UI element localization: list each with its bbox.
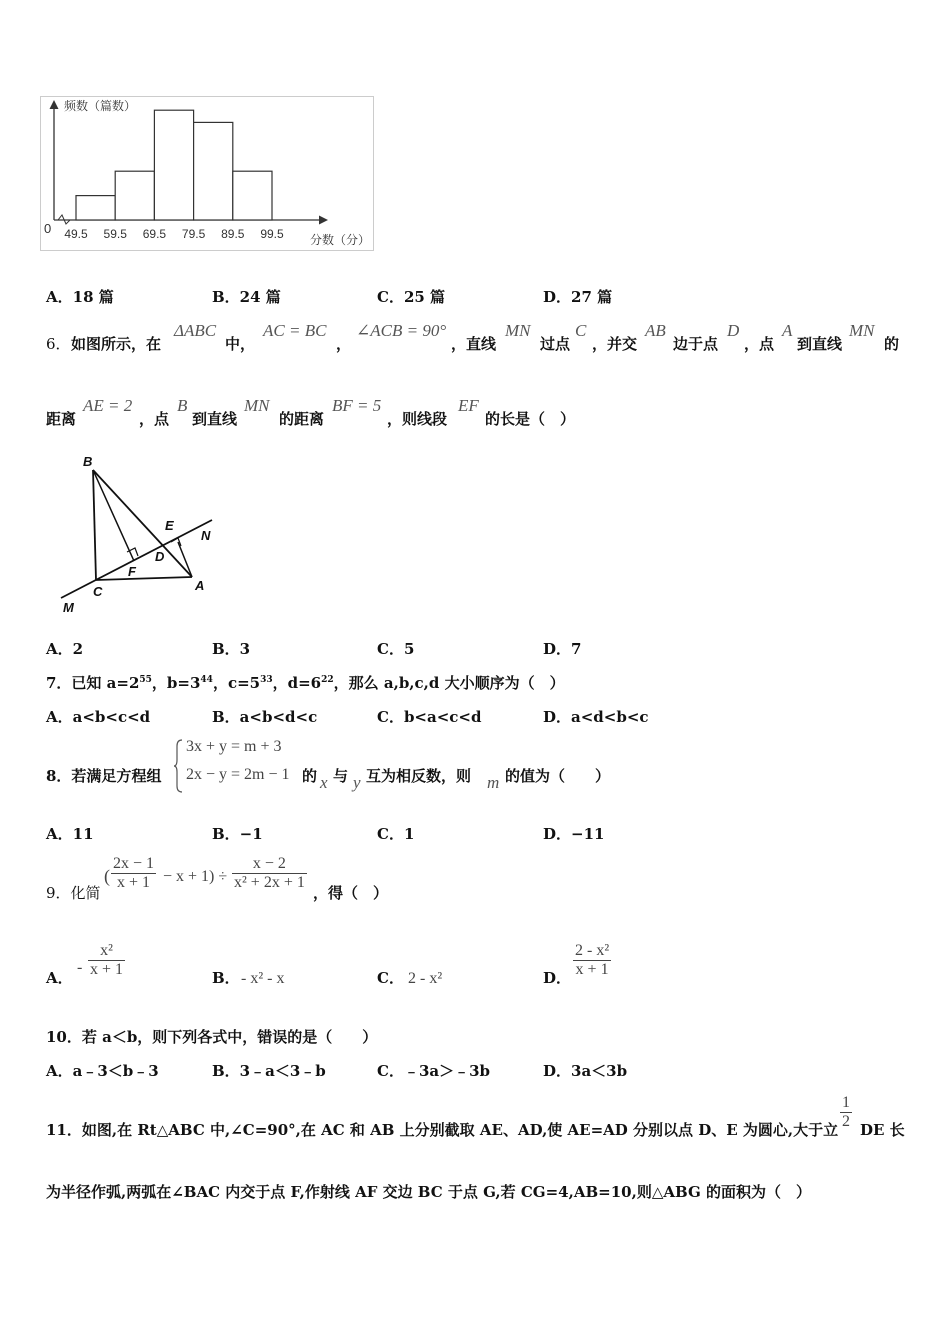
q8-option-c: C．1 bbox=[377, 825, 415, 843]
q6-math-triangle: ΔABC bbox=[174, 321, 217, 340]
q9-option-a-sign: - bbox=[77, 959, 83, 976]
q9-left-paren: ( bbox=[104, 866, 110, 886]
q6-option-a: A．2 bbox=[46, 640, 84, 658]
q10-option-a: A．a﹣3＜b﹣3 bbox=[46, 1062, 159, 1080]
bar-4 bbox=[194, 122, 233, 220]
q7-option-b: B．a<b<d<c bbox=[212, 708, 318, 726]
q6-math-ab: AB bbox=[645, 321, 666, 340]
q6-math-d: D bbox=[727, 321, 740, 340]
q8-math-m: m bbox=[487, 773, 500, 792]
q5-option-c: C．25 篇 bbox=[377, 288, 446, 306]
label-c: C bbox=[93, 584, 103, 599]
bar-5 bbox=[233, 171, 272, 220]
q6-option-b: B．3 bbox=[212, 640, 251, 658]
q6-line2-text-4: 的距离 bbox=[279, 410, 325, 428]
q8-option-d: D．−11 bbox=[543, 825, 605, 843]
q6-text-2: 中， bbox=[225, 335, 256, 353]
q6-math-mn: MN bbox=[505, 321, 531, 340]
q9-middle: − x + 1) ÷ bbox=[163, 868, 228, 885]
q8-stem-5: 的值为（ ） bbox=[505, 767, 611, 785]
q6-text-10: 的 bbox=[884, 335, 900, 353]
q7-option-c: C．b<a<c<d bbox=[377, 708, 482, 726]
q8-equation-1: 3x + y = m + 3 bbox=[186, 738, 282, 755]
q11-fraction-half: $\frac{1}{2}$ bbox=[842, 1094, 850, 1130]
q11-line-1-end: DE 长 bbox=[860, 1121, 905, 1139]
q6-line2-text-2: ，点 bbox=[139, 410, 170, 428]
q6-option-d: D．7 bbox=[543, 640, 582, 658]
bar-1 bbox=[76, 196, 115, 220]
q9-stem-end: ，得（ ） bbox=[313, 884, 389, 902]
q8-equation-2: 2x − y = 2m − 1 bbox=[186, 766, 290, 783]
q9-option-c-expr: 2 - x² bbox=[408, 970, 443, 987]
q8-option-a: A．11 bbox=[46, 825, 94, 843]
histogram-svg bbox=[40, 96, 376, 254]
segment-bc bbox=[93, 470, 96, 580]
q9-option-b-label: B． bbox=[212, 969, 240, 987]
q6-text-3: ， bbox=[336, 335, 352, 353]
origin-label: 0 bbox=[44, 221, 52, 236]
q8-stem-1: 8．若满足方程组 bbox=[46, 767, 162, 785]
q5-option-a: A．18 篇 bbox=[46, 288, 114, 306]
q8-stem-4: 互为相反数，则 bbox=[366, 767, 472, 785]
y-axis-label: 频数（篇数） bbox=[64, 99, 137, 113]
q10-option-d: D．3a＜3b bbox=[543, 1062, 628, 1080]
q6-text-1: 如图所示，在 bbox=[71, 335, 162, 353]
q9-option-a-fraction: $\frac{\text{x²}}{x + 1}$ bbox=[90, 942, 124, 978]
q6-text-5: 过点 bbox=[540, 335, 571, 353]
q6-geometry-figure bbox=[55, 450, 225, 620]
q6-line2-text-5: ，则线段 bbox=[387, 410, 448, 428]
q6-math-mn-2: MN bbox=[849, 321, 875, 340]
q9-option-d-fraction: $\frac{\text{2 - x²}}{x + 1}$ bbox=[575, 942, 610, 978]
q6-math-a: A bbox=[782, 321, 793, 340]
q6-option-c: C．5 bbox=[377, 640, 415, 658]
q7-stem: 7．已知 $a=2^{55}$，$b=3^{44}$，$c=5^{33}$，$d=6^{22}$，那么 a,b,c,d 大小顺序为（ ） bbox=[46, 674, 565, 692]
q8-math-x: x bbox=[320, 773, 328, 792]
q9-option-b-expr: - x² - x bbox=[241, 970, 285, 987]
segment-ca bbox=[96, 577, 192, 580]
tick-label-5: 89.5 bbox=[221, 227, 245, 241]
histogram-figure bbox=[40, 96, 376, 254]
x-axis-label: 分数（分） bbox=[310, 233, 371, 247]
q8-option-b: B．−1 bbox=[212, 825, 263, 843]
label-b: B bbox=[83, 454, 93, 469]
q8-stem-2: 的 bbox=[302, 767, 318, 785]
q6-math-angle: ∠ACB = 90° bbox=[356, 321, 447, 340]
label-e: E bbox=[165, 518, 174, 533]
q7-option-a: A．a<b<c<d bbox=[46, 708, 151, 726]
label-f: F bbox=[128, 564, 136, 579]
label-d: D bbox=[155, 549, 165, 564]
q6-math-c: C bbox=[575, 321, 587, 340]
line-mn bbox=[61, 520, 212, 598]
tick-label-6: 99.5 bbox=[260, 227, 284, 241]
q5-option-d: D．27 篇 bbox=[543, 288, 613, 306]
bar-2 bbox=[115, 171, 154, 220]
q8-brace bbox=[174, 738, 184, 794]
q6-text-8: ，点 bbox=[744, 335, 775, 353]
q6-math-ac-bc: AC = BC bbox=[263, 321, 327, 340]
q6-math-mn-3: MN bbox=[244, 396, 270, 415]
q9-option-c-label: C． bbox=[377, 969, 404, 987]
q6-text-6: ，并交 bbox=[592, 335, 638, 353]
q6-math-b: B bbox=[177, 396, 188, 415]
q6-text-9: 到直线 bbox=[797, 335, 843, 353]
q10-option-b: B．3﹣a＜3﹣b bbox=[212, 1062, 326, 1080]
q6-math-ef: EF bbox=[458, 396, 479, 415]
label-m: M bbox=[63, 600, 74, 615]
q6-text-4: ，直线 bbox=[451, 335, 497, 353]
q9-fraction-1: $\frac{2x - 1}{x + 1}$ bbox=[113, 855, 155, 891]
x-axis-arrow bbox=[319, 216, 328, 225]
q6-geometry-svg bbox=[55, 450, 225, 620]
q10-stem: 10．若 a＜b，则下列各式中，错误的是（ ） bbox=[46, 1028, 378, 1046]
q10-option-c: C．﹣3a＞﹣3b bbox=[377, 1062, 491, 1080]
q6-math-ae: AE = 2 bbox=[83, 396, 133, 415]
q6-math-bf: BF = 5 bbox=[332, 396, 382, 415]
tick-labels-group bbox=[64, 227, 284, 241]
q8-stem-3: 与 bbox=[333, 767, 349, 785]
tick-label-3: 69.5 bbox=[142, 227, 167, 241]
q7-option-d: D．a<d<b<c bbox=[543, 708, 649, 726]
tick-label-2: 59.5 bbox=[103, 227, 127, 241]
q8-math-y: y bbox=[353, 773, 361, 792]
y-axis-arrow bbox=[50, 100, 59, 109]
q11-line-2: 为半径作弧,两弧在∠BAC 内交于点 F,作射线 AF 交边 BC 于点 G,若 CG=4,AB=10,则△ABG 的面积为（ ） bbox=[46, 1183, 811, 1201]
q6-text-7: 边于点 bbox=[673, 335, 719, 353]
bar-3 bbox=[154, 110, 193, 220]
q8-equation-system bbox=[174, 738, 304, 794]
segment-ae bbox=[178, 542, 192, 577]
q6-line2-text-6: 的长是（ ） bbox=[485, 410, 576, 428]
q6-line2-text-3: 到直线 bbox=[192, 410, 238, 428]
q11-line-1: 11．如图,在 Rt△ABC 中,∠C=90°,在 AC 和 AB 上分别截取 AE、AD,使 AE=AD 分别以点 D、E 为圆心,大于立 bbox=[46, 1121, 839, 1139]
q6-number: 6． bbox=[46, 335, 71, 353]
q5-option-b: B．24 篇 bbox=[212, 288, 281, 306]
segment-bf bbox=[93, 470, 134, 561]
q9-option-a-label: A． bbox=[46, 969, 73, 987]
q9-number: 9．化简 bbox=[46, 884, 101, 902]
tick-label-4: 79.5 bbox=[181, 227, 206, 241]
q6-line2-text-1: 距离 bbox=[46, 410, 77, 428]
tick-label-1: 49.5 bbox=[64, 227, 88, 241]
q9-fraction-2: $\frac{x - 2}{\text{x² + 2x + 1}}$ bbox=[234, 855, 305, 891]
label-n: N bbox=[201, 528, 211, 543]
label-a: A bbox=[195, 578, 205, 593]
bars-group bbox=[76, 110, 272, 220]
q9-option-d-label: D． bbox=[543, 969, 572, 987]
segment-ba bbox=[93, 470, 192, 577]
